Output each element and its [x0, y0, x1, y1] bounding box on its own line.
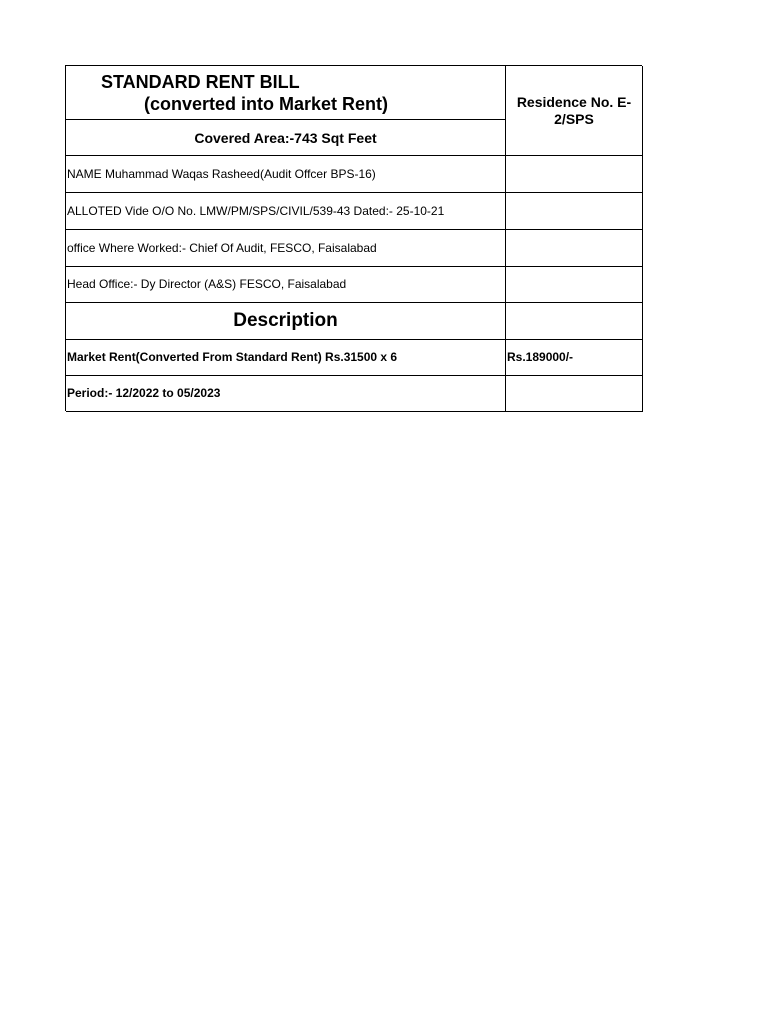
description-header: Description: [66, 303, 506, 340]
bill-subtitle: (converted into Market Rent): [144, 94, 389, 114]
market-rent-amount: Rs.189000/-: [506, 339, 643, 376]
market-rent-row: Market Rent(Converted From Standard Rent) Rs.31500 x 6: [66, 339, 506, 376]
bill-title-cell: [66, 66, 506, 120]
residence-number: Residence No. E-2/SPS: [506, 66, 643, 156]
bill-title: STANDARD RENT BILL: [101, 72, 300, 92]
alloted-row-value: [506, 193, 643, 230]
head-office-row-value: [506, 266, 643, 303]
period-row-value: [506, 375, 643, 412]
name-row-value: [506, 156, 643, 193]
office-row: office Where Worked:- Chief Of Audit, FESCO, Faisalabad: [66, 230, 506, 267]
covered-area: Covered Area:-743 Sqt Feet: [66, 120, 506, 156]
period-row: Period:- 12/2022 to 05/2023: [66, 375, 506, 412]
office-row-value: [506, 230, 643, 267]
description-header-value: [506, 303, 643, 340]
head-office-row: Head Office:- Dy Director (A&S) FESCO, Faisalabad: [66, 266, 506, 303]
alloted-row: ALLOTED Vide O/O No. LMW/PM/SPS/CIVIL/539-43 Dated:- 25-10-21: [66, 193, 506, 230]
name-row: NAME Muhammad Waqas Rasheed(Audit Offcer BPS-16): [66, 156, 506, 193]
rent-bill-table: [65, 65, 642, 411]
